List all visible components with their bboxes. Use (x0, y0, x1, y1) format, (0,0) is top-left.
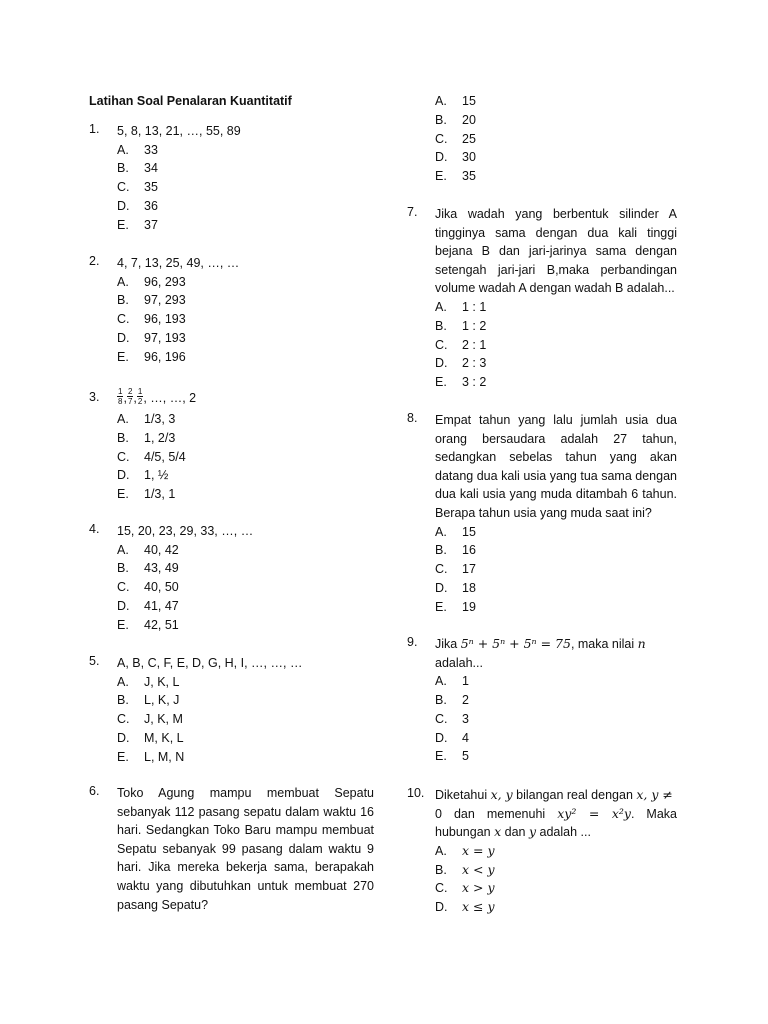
option-c[interactable] (117, 448, 374, 467)
option-value: 15 (462, 524, 476, 539)
option-c[interactable] (435, 336, 677, 355)
option-letter: A. (117, 674, 129, 689)
question-1 (89, 122, 374, 235)
question-text: 4, 7, 13, 25, 49, …, … (117, 256, 240, 270)
option-value: J, K, M (144, 712, 183, 727)
option-e[interactable] (117, 616, 374, 635)
option-b[interactable] (117, 559, 374, 578)
option-c[interactable] (117, 578, 374, 597)
option-b[interactable] (117, 291, 374, 310)
option-value: 18 (462, 580, 476, 595)
question-text: Empat tahun yang lalu jumlah usia dua orang bersaudara adalah 27 tahun, sedangkan sebelas tahun yang akan datang dua kali usia yang tua sama dengan dua kali usia yang muda ditambah 6 tahun. Berapa tahun usia yang muda saat ini? (435, 413, 677, 520)
option-value: 34 (144, 161, 158, 176)
option-e[interactable] (435, 598, 677, 617)
option-b[interactable] (435, 541, 677, 560)
option-value: 36 (144, 198, 158, 213)
question-7 (407, 205, 677, 392)
option-letter: B. (435, 692, 447, 707)
option-d[interactable] (435, 579, 677, 598)
option-letter: C. (117, 580, 130, 595)
option-c[interactable] (435, 130, 677, 149)
option-d[interactable] (117, 197, 374, 216)
option-value: 25 (462, 131, 476, 146)
option-d[interactable] (435, 354, 677, 373)
option-b[interactable] (117, 429, 374, 448)
option-value: 3 (462, 711, 469, 726)
fraction: $\frac{2}{7}$ (127, 387, 133, 407)
option-letter: C. (435, 562, 448, 577)
option-letter: E. (435, 169, 447, 184)
option-d[interactable] (435, 898, 677, 917)
option-d[interactable] (435, 729, 677, 748)
option-letter: C. (435, 711, 448, 726)
option-letter: A. (117, 274, 129, 289)
option-value: L, M, N (144, 749, 185, 764)
option-value: 2 : 3 (462, 356, 487, 371)
page-title: Latihan Soal Penalaran Kuantitatif (89, 94, 292, 108)
question-number: 6. (89, 784, 100, 798)
option-a[interactable] (435, 672, 677, 691)
option-d[interactable] (117, 597, 374, 616)
option-letter: D. (117, 330, 130, 345)
option-value: 40, 50 (144, 580, 179, 595)
option-value: 15 (462, 94, 476, 108)
option-value: 96, 196 (144, 349, 186, 364)
option-value: 1 : 1 (462, 299, 487, 314)
option-letter: C. (117, 449, 130, 464)
option-letter: D. (435, 900, 448, 915)
equation: 5ⁿ + 5ⁿ + 5ⁿ = 75 (460, 636, 571, 651)
question-number: 4. (89, 522, 100, 536)
option-value: 1, 2/3 (144, 430, 176, 445)
option-a[interactable] (435, 842, 677, 861)
option-letter: C. (117, 712, 130, 727)
question-text: Diketahui x, y bilangan real dengan x, y ≠ 0 dan memenuhi xy² = x²y. Maka hubungan x dan y adalah ... (435, 787, 678, 840)
option-letter: E. (117, 749, 129, 764)
option-e[interactable] (435, 373, 677, 392)
question-4 (89, 522, 374, 635)
option-letter: D. (117, 198, 130, 213)
question-number: 8. (407, 411, 418, 425)
option-value: 1, ½ (144, 468, 169, 483)
option-e[interactable] (435, 167, 677, 186)
option-b[interactable] (117, 691, 374, 710)
option-value: 4/5, 5/4 (144, 449, 186, 464)
option-letter: E. (435, 375, 447, 390)
option-value: 41, 47 (144, 598, 179, 613)
option-value: 96, 293 (144, 274, 186, 289)
option-letter: E. (117, 217, 129, 232)
question-text: Jika wadah yang berbentuk silinder A tingginya sama dengan dua kali tinggi bejana B dan jari-jarinya sama dengan setengah jari-jari B,maka perbandingan volume wadah A dengan wadah B adalah... (435, 207, 677, 296)
option-b[interactable] (435, 861, 677, 880)
option-d[interactable] (435, 148, 677, 167)
option-letter: D. (435, 356, 448, 371)
option-value: 19 (462, 599, 476, 614)
option-letter: E. (117, 349, 129, 364)
option-d[interactable] (117, 466, 374, 485)
option-letter: C. (117, 180, 130, 195)
option-letter: A. (435, 299, 447, 314)
option-value: 35 (144, 180, 158, 195)
option-value: 30 (462, 150, 476, 165)
option-letter: A. (435, 843, 447, 858)
fraction: $\frac{1}{8}$ (118, 387, 123, 407)
option-a[interactable] (117, 541, 374, 560)
option-c[interactable] (435, 879, 677, 898)
question-number: 7. (407, 205, 418, 219)
question-text: 15, 20, 23, 29, 33, …, … (117, 524, 254, 538)
question-text: 5, 8, 13, 21, …, 55, 89 (117, 124, 241, 138)
question-3 (89, 386, 374, 504)
option-letter: D. (435, 730, 448, 745)
option-letter: B. (117, 561, 129, 576)
option-value: 16 (462, 543, 476, 558)
option-letter: C. (435, 881, 448, 896)
option-d[interactable] (117, 329, 374, 348)
option-value: 1 : 2 (462, 318, 487, 333)
option-letter: B. (117, 293, 129, 308)
option-value: 1/3, 3 (144, 412, 176, 426)
option-c[interactable] (435, 560, 677, 579)
option-letter: B. (117, 430, 129, 445)
option-value: 37 (144, 217, 158, 232)
question-number: 10. (407, 786, 425, 800)
option-letter: A. (117, 412, 129, 426)
option-letter: A. (435, 524, 447, 539)
option-a[interactable] (435, 523, 677, 542)
option-letter: B. (435, 862, 447, 877)
option-letter: B. (117, 161, 129, 176)
option-value: 20 (462, 112, 476, 127)
option-a[interactable] (435, 298, 677, 317)
option-b[interactable] (435, 317, 677, 336)
option-value: 97, 193 (144, 330, 186, 345)
option-c[interactable] (435, 710, 677, 729)
option-letter: B. (435, 112, 447, 127)
option-letter: E. (117, 617, 129, 632)
question-6 (89, 784, 374, 914)
question-9 (407, 635, 677, 766)
option-value: 1 (462, 674, 469, 689)
option-letter: A. (117, 142, 129, 157)
option-value: 3 : 2 (462, 375, 487, 390)
variable: n (637, 636, 646, 651)
option-letter: D. (117, 468, 130, 483)
question-text: Toko Agung mampu membuat Sepatu sebanyak 112 pasang sepatu dalam waktu 16 hari. Sedangkan Toko Baru mampu membuat Sepatu sebanyak 99 pasang dalam waktu 9 hari. Jika mereka bekerja sama, berapakah waktu yang dibutuhkan untuk membuat 270 pasang Sepatu? (117, 786, 374, 912)
question-number: 3. (89, 390, 100, 404)
sequence-suffix: , …, …, 2 (143, 391, 197, 405)
fraction: $\frac{1}{2}$ (137, 387, 143, 407)
question-number: 9. (407, 635, 418, 649)
option-value: 42, 51 (144, 617, 179, 632)
option-e[interactable] (117, 748, 374, 767)
option-letter: E. (117, 487, 129, 502)
option-letter: D. (117, 598, 130, 613)
option-letter: D. (117, 730, 130, 745)
question-2 (89, 254, 374, 367)
option-value: M, K, L (144, 730, 184, 745)
option-letter: B. (117, 693, 129, 708)
question-6-options (407, 92, 677, 186)
option-letter: B. (435, 543, 447, 558)
option-c[interactable] (117, 710, 374, 729)
option-a[interactable] (117, 273, 374, 292)
option-letter: B. (435, 318, 447, 333)
option-value: 35 (462, 169, 476, 184)
option-value: 2 (462, 692, 469, 707)
option-value: 43, 49 (144, 561, 179, 576)
option-a[interactable] (117, 673, 374, 692)
question-number: 1. (89, 122, 100, 136)
option-b[interactable] (435, 691, 677, 710)
option-value: J, K, L (144, 674, 180, 689)
option-value: x = y (462, 842, 495, 858)
option-b[interactable] (117, 159, 374, 178)
option-letter: C. (435, 337, 448, 352)
question-8 (407, 411, 677, 617)
option-letter: D. (435, 150, 448, 165)
option-value: 96, 193 (144, 312, 186, 327)
option-a[interactable] (435, 92, 677, 111)
option-letter: C. (117, 312, 130, 327)
question-number: 5. (89, 654, 100, 668)
option-value: 5 (462, 749, 469, 764)
option-letter: A. (435, 94, 447, 108)
option-e[interactable] (117, 348, 374, 367)
option-c[interactable] (117, 310, 374, 329)
option-value: 2 : 1 (462, 337, 487, 352)
option-c[interactable] (117, 178, 374, 197)
option-b[interactable] (435, 111, 677, 130)
option-a[interactable] (117, 410, 374, 429)
question-5 (89, 654, 374, 767)
option-e[interactable] (117, 485, 374, 504)
option-value: x < y (462, 861, 495, 877)
question-number: 2. (89, 254, 100, 268)
option-value: x > y (462, 880, 495, 896)
question-text: Jika 5ⁿ + 5ⁿ + 5ⁿ = 75, maka nilai n adalah... (435, 636, 646, 670)
option-value: 97, 293 (144, 293, 186, 308)
option-value: 40, 42 (144, 542, 179, 557)
option-letter: E. (435, 749, 447, 764)
option-value: 4 (462, 730, 469, 745)
option-letter: C. (435, 131, 448, 146)
option-value: 33 (144, 142, 158, 157)
question-text: A, B, C, F, E, D, G, H, I, …, …, … (117, 656, 303, 670)
option-letter: A. (435, 674, 447, 689)
option-a[interactable] (117, 141, 374, 160)
option-value: x ≤ y (462, 899, 495, 915)
question-10 (407, 786, 677, 917)
option-letter: D. (435, 580, 448, 595)
option-value: 1/3, 1 (144, 487, 176, 502)
option-d[interactable] (117, 729, 374, 748)
option-e[interactable] (435, 747, 677, 766)
question-text: $\frac{1}{8}$ , $\frac{2}{7}$ , $\frac{1}{2}$ , …, …, 2 (118, 387, 197, 407)
option-letter: A. (117, 542, 129, 557)
option-value: L, K, J (144, 693, 180, 708)
option-e[interactable] (117, 216, 374, 235)
option-value: 17 (462, 562, 476, 577)
option-letter: E. (435, 599, 447, 614)
